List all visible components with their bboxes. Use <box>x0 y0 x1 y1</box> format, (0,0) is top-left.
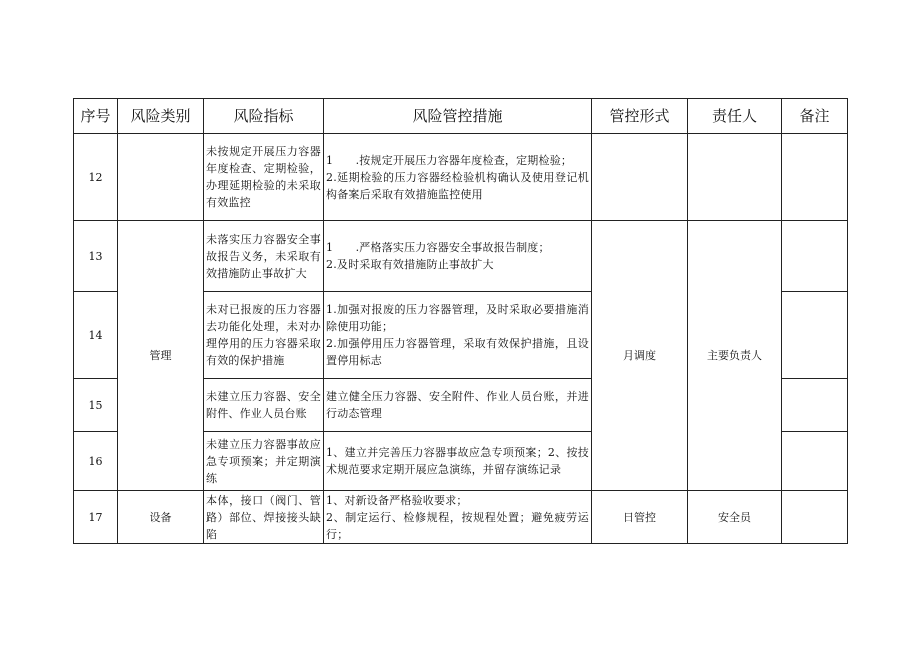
remarks-cell <box>782 292 848 379</box>
category-cell: 设备 <box>118 491 204 544</box>
remarks-cell <box>782 432 848 491</box>
indicator-cell: 未建立压力容器事故应急专项预案；并定期演练 <box>204 432 324 491</box>
measures-cell <box>324 491 592 544</box>
table-row <box>74 491 848 544</box>
measure-line: 1.加强对报废的压力容器管理，及时采取必要措施消除使用功能； <box>326 303 589 333</box>
row-no: 17 <box>74 491 118 544</box>
risk-table-wrapper <box>73 98 848 544</box>
remarks-cell <box>782 221 848 292</box>
row-no: 13 <box>74 221 118 292</box>
header-category: 风险类别 <box>118 99 204 134</box>
indicator-cell: 未按规定开展压力容器年度检查、定期检验，办理延期检验的未采取有效监控 <box>204 134 324 221</box>
table-row <box>74 221 848 292</box>
measure-line: 2.及时采取有效措施防止事故扩大 <box>326 258 494 271</box>
header-no: 序号 <box>74 99 118 134</box>
form-cell-merged: 月调度 <box>592 221 688 491</box>
row-no: 14 <box>74 292 118 379</box>
header-form: 管控形式 <box>592 99 688 134</box>
person-cell-merged: 主要负责人 <box>688 221 782 491</box>
indicator-cell: 本体，接口（阀门、管路）部位、焊接接头缺陷 <box>204 491 324 544</box>
measures-cell <box>324 221 592 292</box>
indicator-cell: 未落实压力容器安全事故报告义务，未采取有效措施防止事故扩大 <box>204 221 324 292</box>
measure-line: 2.加强停用压力容器管理，采取有效保护措施，且设置停用标志 <box>326 337 589 367</box>
header-row <box>74 99 848 134</box>
remarks-cell <box>782 491 848 544</box>
measure-line: 1、对新设备严格验收要求； <box>326 493 468 507</box>
row-no: 12 <box>74 134 118 221</box>
measure-line: 1 .按规定开展压力容器年度检查，定期检验； <box>326 153 573 167</box>
header-remarks: 备注 <box>782 99 848 134</box>
measure-line: 2.延期检验的压力容器经检验机构确认及使用登记机构备案后采取有效措施监控使用 <box>326 170 589 201</box>
header-measures: 风险管控措施 <box>324 99 592 134</box>
form-cell-empty <box>592 134 688 221</box>
category-cell-merged: 管理 <box>118 221 204 491</box>
measure-line: 2、制定运行、检修规程，按规程处置；避免疲劳运行； <box>326 510 589 541</box>
risk-control-table <box>73 98 848 544</box>
person-cell: 安全员 <box>688 491 782 544</box>
row-no: 15 <box>74 379 118 432</box>
category-cell-empty <box>118 134 204 221</box>
form-cell: 日管控 <box>592 491 688 544</box>
remarks-cell <box>782 134 848 221</box>
measures-cell <box>324 292 592 379</box>
measure-line: 1、建立并完善压力容器事故应急专项预案；2、按技术规范要求定期开展应急演练，并留存演练记录 <box>326 446 589 476</box>
measures-cell <box>324 432 592 491</box>
header-person: 责任人 <box>688 99 782 134</box>
measures-cell <box>324 379 592 432</box>
table-row <box>74 134 848 221</box>
measure-line: 建立健全压力容器、安全附件、作业人员台账，并进行动态管理 <box>326 390 589 420</box>
indicator-cell: 未建立压力容器、安全附件、作业人员台账 <box>204 379 324 432</box>
remarks-cell <box>782 379 848 432</box>
row-no: 16 <box>74 432 118 491</box>
indicator-cell: 未对已报废的压力容器去功能化处理，未对办理停用的压力容器采取有效的保护措施 <box>204 292 324 379</box>
header-indicator: 风险指标 <box>204 99 324 134</box>
measure-line: 1 .严格落实压力容器安全事故报告制度； <box>326 241 550 254</box>
person-cell-empty <box>688 134 782 221</box>
measures-cell <box>324 134 592 221</box>
